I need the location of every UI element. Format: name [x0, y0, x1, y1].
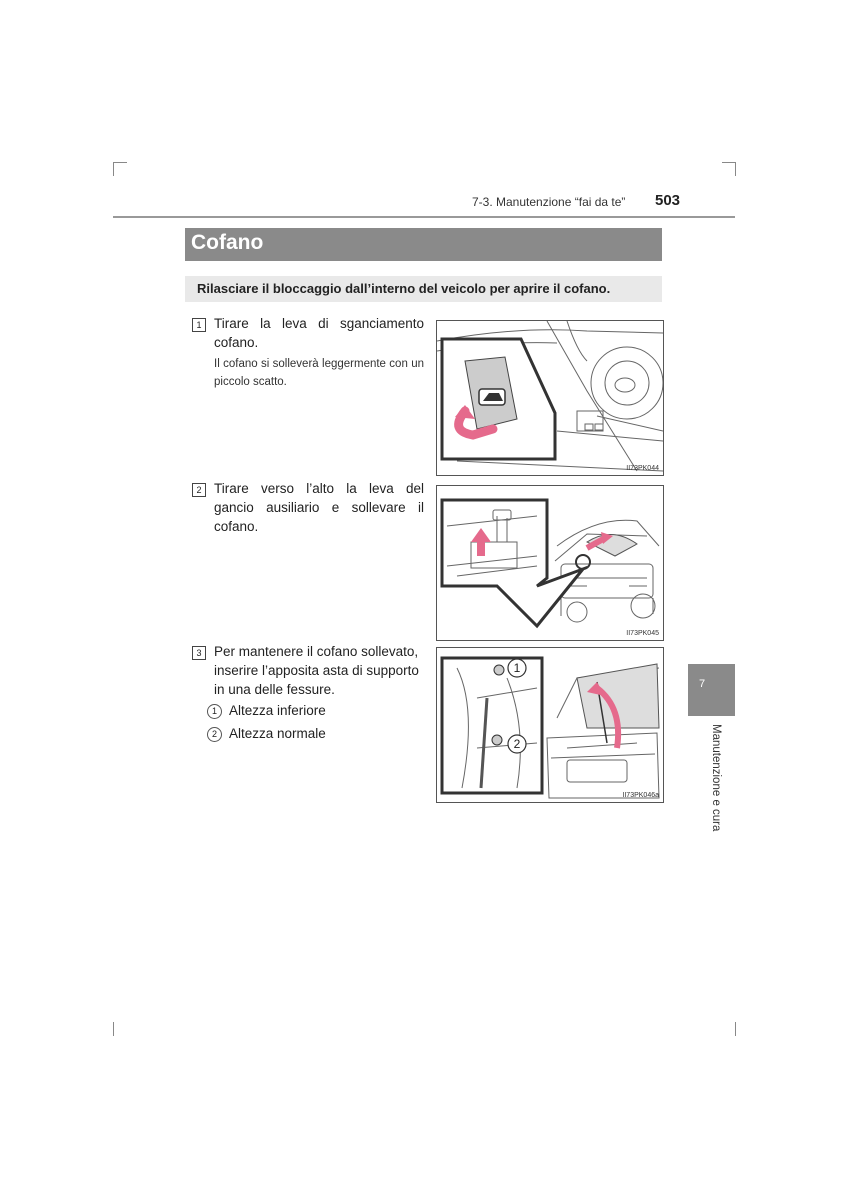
- list-item-label: Altezza inferiore: [229, 703, 326, 718]
- figure-auxiliary-catch: [436, 485, 664, 641]
- list-item-label: Altezza normale: [229, 726, 326, 741]
- callout-marker: 1: [513, 661, 521, 675]
- hood-release-lever-illustration: [437, 321, 663, 475]
- crop-mark: [735, 162, 736, 176]
- crop-mark: [113, 162, 127, 163]
- step-text: Tirare verso l’alto la leva del gancio ausiliario e sollevare il cofano.: [214, 481, 424, 534]
- figure-hood-support-rod: [436, 647, 664, 803]
- title-bar: [185, 228, 662, 261]
- section-header: 7-3. Manutenzione “fai da te”: [472, 195, 626, 209]
- step-text: Per mantenere il cofano sollevato, inserire l’apposita asta di supporto in una delle fessure.: [214, 644, 419, 697]
- callout-marker: 2: [513, 737, 521, 751]
- figure-hood-release-lever: [436, 320, 664, 476]
- list-item-lower-height: [207, 703, 326, 719]
- step-note: Il cofano si solleverà leggermente con un piccolo scatto.: [214, 358, 424, 388]
- chapter-label: Manutenzione e cura: [710, 724, 722, 832]
- crop-mark: [113, 162, 114, 176]
- list-item-normal-height: [207, 726, 326, 742]
- page-title: Cofano: [191, 231, 264, 254]
- hood-support-rod-illustration: [437, 648, 663, 802]
- step-number: 1: [192, 318, 206, 332]
- page-number: 503: [655, 192, 681, 209]
- step-text: Tirare la leva di sganciamento cofano.: [214, 316, 424, 350]
- figure-code: II73PK045: [626, 630, 659, 637]
- crop-mark: [113, 1022, 114, 1036]
- header-rule: [113, 216, 735, 218]
- crop-mark: [722, 162, 736, 163]
- figure-code: II73PK044: [626, 465, 659, 472]
- step-number: 2: [192, 483, 206, 497]
- chapter-number: 7: [699, 678, 706, 690]
- crop-mark: [735, 1022, 736, 1036]
- circled-marker: 1: [207, 704, 222, 719]
- chapter-tab: [688, 664, 735, 716]
- subtitle: Rilasciare il bloccaggio dall’interno del veicolo per aprire il cofano.: [197, 281, 611, 296]
- step-number: 3: [192, 646, 206, 660]
- auxiliary-catch-illustration: [437, 486, 663, 640]
- subtitle-bar: [185, 276, 662, 302]
- figure-code: II73PK046a: [622, 792, 659, 799]
- circled-marker: 2: [207, 727, 222, 742]
